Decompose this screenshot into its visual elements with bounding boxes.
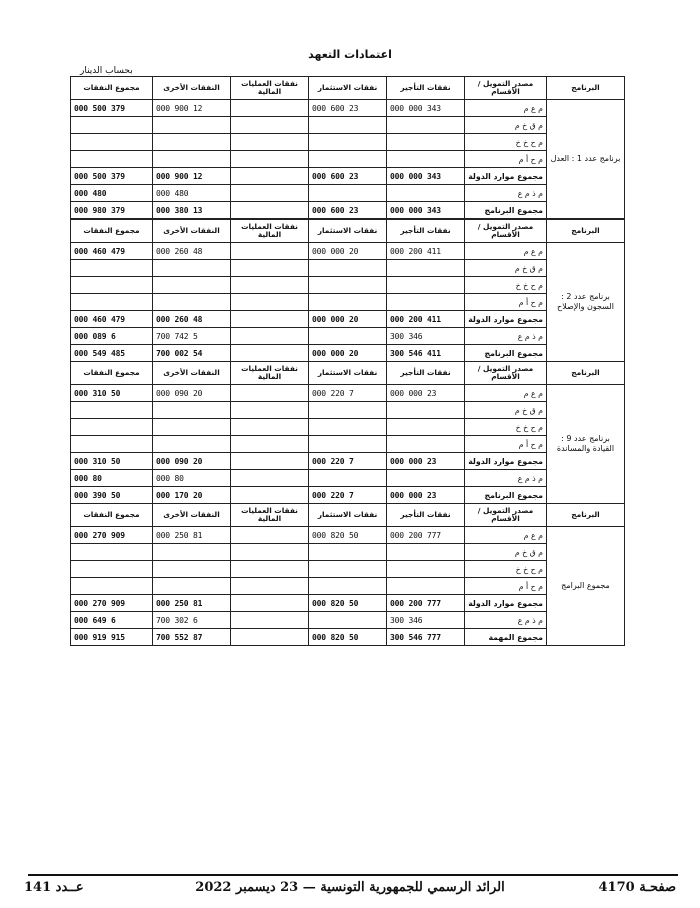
staff-cell (387, 578, 465, 595)
program-table (70, 219, 625, 362)
staff-cell (387, 419, 465, 436)
other-cell: 48 260 000 (153, 311, 231, 328)
other-cell (153, 578, 231, 595)
header-source: مصدر التمويل / الأقسام (465, 504, 547, 527)
total-cell (71, 277, 153, 294)
header-program: البرنامج (547, 220, 625, 243)
header-other: النفقات الأخرى (153, 77, 231, 100)
financial-cell (231, 151, 309, 168)
total-cell: 479 460 000 (71, 311, 153, 328)
investment-cell (309, 470, 387, 487)
funding-source: م ح أ م (465, 578, 547, 595)
investment-cell: 7 220 000 (309, 385, 387, 402)
program-table (70, 503, 625, 646)
investment-cell (309, 277, 387, 294)
investment-cell (309, 260, 387, 277)
table-header-row (71, 504, 625, 527)
total-cell (71, 578, 153, 595)
staff-cell: 411 546 300 (387, 345, 465, 362)
footer-page-number: صفحـة 4170 (598, 880, 676, 895)
staff-cell: 346 300 (387, 328, 465, 345)
financial-cell (231, 487, 309, 504)
funding-source: م ع م (465, 243, 547, 260)
header-total: مجموع النفقات (71, 77, 153, 100)
header-staff: نفقات التأجير (387, 504, 465, 527)
header-other: النفقات الأخرى (153, 220, 231, 243)
total-cell: 480 000 (71, 185, 153, 202)
footer-journal-title: الرائد الرسمي للجمهورية التونسية — 23 ديسمبر 2022 (195, 880, 505, 895)
staff-cell (387, 544, 465, 561)
total-cell: 909 270 000 (71, 595, 153, 612)
header-investment: نفقات الاستثمار (309, 362, 387, 385)
other-cell: 80 000 (153, 470, 231, 487)
funding-source: م ق خ م (465, 260, 547, 277)
header-other: النفقات الأخرى (153, 362, 231, 385)
table-row (71, 487, 625, 504)
table-row (71, 595, 625, 612)
financial-cell (231, 436, 309, 453)
total-cell: 479 460 000 (71, 243, 153, 260)
table-header-row (71, 362, 625, 385)
header-program: البرنامج (547, 362, 625, 385)
financial-cell (231, 134, 309, 151)
financial-cell (231, 527, 309, 544)
total-cell: 50 310 000 (71, 385, 153, 402)
header-source: مصدر التمويل / الأقسام (465, 220, 547, 243)
staff-cell (387, 561, 465, 578)
financial-cell (231, 345, 309, 362)
program-name: برنامج عدد 1 : العدل (547, 100, 625, 219)
table-row (71, 294, 625, 311)
staff-cell (387, 260, 465, 277)
other-cell (153, 151, 231, 168)
staff-cell: 343 000 000 (387, 202, 465, 219)
staff-cell: 777 200 000 (387, 527, 465, 544)
table-row (71, 151, 625, 168)
funding-source: مجموع موارد الدولة (465, 453, 547, 470)
header-financial: نفقات العمليات المالية (231, 77, 309, 100)
funding-source: م ح أ م (465, 294, 547, 311)
header-program: البرنامج (547, 504, 625, 527)
table-row (71, 345, 625, 362)
investment-cell: 20 000 000 (309, 243, 387, 260)
financial-cell (231, 612, 309, 629)
staff-cell: 343 000 000 (387, 168, 465, 185)
header-total: مجموع النفقات (71, 504, 153, 527)
funding-source: م ع م (465, 385, 547, 402)
investment-cell: 23 600 000 (309, 100, 387, 117)
table-row (71, 243, 625, 260)
total-cell (71, 117, 153, 134)
funding-source: م ح أ م (465, 151, 547, 168)
investment-cell: 50 820 000 (309, 595, 387, 612)
header-financial: نفقات العمليات المالية (231, 220, 309, 243)
funding-source: مجموع موارد الدولة (465, 595, 547, 612)
total-cell (71, 260, 153, 277)
financial-cell (231, 595, 309, 612)
total-cell (71, 134, 153, 151)
page-title: اعتمادات التعهد (308, 48, 392, 61)
other-cell: 48 260 000 (153, 243, 231, 260)
funding-source: م ذ م ع (465, 470, 547, 487)
header-total: مجموع النفقات (71, 362, 153, 385)
financial-cell (231, 311, 309, 328)
table-row (71, 260, 625, 277)
funding-source: م ح خ خ (465, 419, 547, 436)
financial-cell (231, 629, 309, 646)
funding-source: مجموع البرنامج (465, 487, 547, 504)
total-cell (71, 402, 153, 419)
funding-source: م ق خ م (465, 117, 547, 134)
footer-issue-number: عــدد 141 (24, 880, 84, 895)
funding-source: م ع م (465, 527, 547, 544)
header-total: مجموع النفقات (71, 220, 153, 243)
header-staff: نفقات التأجير (387, 220, 465, 243)
table-row (71, 578, 625, 595)
financial-cell (231, 168, 309, 185)
table-row (71, 117, 625, 134)
header-other: النفقات الأخرى (153, 504, 231, 527)
other-cell: 54 002 700 (153, 345, 231, 362)
financial-cell (231, 561, 309, 578)
other-cell: 20 170 000 (153, 487, 231, 504)
other-cell: 480 000 (153, 185, 231, 202)
staff-cell (387, 185, 465, 202)
table-row (71, 311, 625, 328)
other-cell (153, 419, 231, 436)
staff-cell: 23 000 000 (387, 487, 465, 504)
funding-source: م ذ م ع (465, 328, 547, 345)
total-cell: 80 000 (71, 470, 153, 487)
funding-source: مجموع البرنامج (465, 202, 547, 219)
unit-label: بحساب الدينار (80, 66, 133, 76)
header-program: البرنامج (547, 77, 625, 100)
financial-cell (231, 385, 309, 402)
investment-cell (309, 561, 387, 578)
funding-source: م ح خ خ (465, 134, 547, 151)
financial-cell (231, 117, 309, 134)
table-row (71, 185, 625, 202)
staff-cell (387, 117, 465, 134)
table-row (71, 527, 625, 544)
total-cell: 50 310 000 (71, 453, 153, 470)
investment-cell: 20 000 000 (309, 311, 387, 328)
table-row (71, 612, 625, 629)
other-cell (153, 544, 231, 561)
financial-cell (231, 202, 309, 219)
header-investment: نفقات الاستثمار (309, 504, 387, 527)
header-staff: نفقات التأجير (387, 77, 465, 100)
other-cell: 87 552 700 (153, 629, 231, 646)
staff-cell: 411 200 000 (387, 243, 465, 260)
other-cell (153, 402, 231, 419)
staff-cell: 411 200 000 (387, 311, 465, 328)
financial-cell (231, 294, 309, 311)
investment-cell: 23 600 000 (309, 202, 387, 219)
investment-cell: 7 220 000 (309, 487, 387, 504)
funding-source: م ذ م ع (465, 185, 547, 202)
investment-cell (309, 419, 387, 436)
other-cell: 12 900 000 (153, 168, 231, 185)
total-cell: 915 919 000 (71, 629, 153, 646)
other-cell: 81 250 000 (153, 527, 231, 544)
investment-cell: 7 220 000 (309, 453, 387, 470)
funding-source: مجموع البرنامج (465, 345, 547, 362)
financial-cell (231, 100, 309, 117)
table-row (71, 544, 625, 561)
table-row (71, 277, 625, 294)
header-investment: نفقات الاستثمار (309, 77, 387, 100)
program-name: مجموع البرامج (547, 527, 625, 646)
staff-cell: 777 200 000 (387, 595, 465, 612)
other-cell (153, 134, 231, 151)
table-row (71, 453, 625, 470)
table-row (71, 629, 625, 646)
table-row (71, 385, 625, 402)
total-cell: 50 390 000 (71, 487, 153, 504)
investment-cell: 20 000 000 (309, 345, 387, 362)
total-cell (71, 151, 153, 168)
financial-cell (231, 243, 309, 260)
staff-cell (387, 277, 465, 294)
total-cell (71, 561, 153, 578)
table-row (71, 168, 625, 185)
funding-source: م ذ م ع (465, 612, 547, 629)
total-cell (71, 544, 153, 561)
investment-cell (309, 185, 387, 202)
staff-cell: 777 546 300 (387, 629, 465, 646)
table-header-row (71, 220, 625, 243)
financial-cell (231, 470, 309, 487)
other-cell (153, 294, 231, 311)
financial-cell (231, 578, 309, 595)
program-name: برنامج عدد 9 : القيادة والمساندة (547, 385, 625, 504)
header-source: مصدر التمويل / الأقسام (465, 77, 547, 100)
investment-cell (309, 134, 387, 151)
staff-cell (387, 402, 465, 419)
other-cell (153, 277, 231, 294)
table-row (71, 561, 625, 578)
investment-cell (309, 328, 387, 345)
other-cell (153, 436, 231, 453)
header-financial: نفقات العمليات المالية (231, 504, 309, 527)
funding-source: م ح خ خ (465, 561, 547, 578)
program-table (70, 361, 625, 504)
other-cell (153, 117, 231, 134)
table-row (71, 100, 625, 117)
financial-cell (231, 328, 309, 345)
total-cell: 485 549 000 (71, 345, 153, 362)
table-row (71, 202, 625, 219)
financial-cell (231, 419, 309, 436)
other-cell: 20 090 000 (153, 385, 231, 402)
staff-cell: 23 000 000 (387, 453, 465, 470)
table-row (71, 419, 625, 436)
total-cell (71, 436, 153, 453)
staff-cell (387, 470, 465, 487)
other-cell: 81 250 000 (153, 595, 231, 612)
financial-cell (231, 453, 309, 470)
financial-cell (231, 544, 309, 561)
investment-cell (309, 544, 387, 561)
other-cell: 12 900 000 (153, 100, 231, 117)
funding-source: م ح أ م (465, 436, 547, 453)
other-cell (153, 260, 231, 277)
other-cell (153, 561, 231, 578)
total-cell: 379 980 000 (71, 202, 153, 219)
staff-cell (387, 134, 465, 151)
staff-cell (387, 436, 465, 453)
total-cell: 379 500 000 (71, 168, 153, 185)
funding-source: مجموع المهمة (465, 629, 547, 646)
other-cell: 20 090 000 (153, 453, 231, 470)
total-cell: 6 089 000 (71, 328, 153, 345)
total-cell: 909 270 000 (71, 527, 153, 544)
table-row (71, 470, 625, 487)
funding-source: م ق خ م (465, 544, 547, 561)
investment-cell (309, 612, 387, 629)
table-header-row (71, 77, 625, 100)
investment-cell (309, 117, 387, 134)
program-name: برنامج عدد 2 : السجون والإصلاح (547, 243, 625, 362)
table-row (71, 436, 625, 453)
total-cell (71, 419, 153, 436)
header-financial: نفقات العمليات المالية (231, 362, 309, 385)
header-source: مصدر التمويل / الأقسام (465, 362, 547, 385)
other-cell: 5 742 700 (153, 328, 231, 345)
header-investment: نفقات الاستثمار (309, 220, 387, 243)
program-table (70, 76, 625, 219)
investment-cell (309, 151, 387, 168)
total-cell: 379 500 000 (71, 100, 153, 117)
investment-cell: 23 600 000 (309, 168, 387, 185)
table-row (71, 402, 625, 419)
investment-cell (309, 436, 387, 453)
financial-cell (231, 402, 309, 419)
funding-source: مجموع موارد الدولة (465, 168, 547, 185)
table-row (71, 134, 625, 151)
footer-divider (28, 874, 678, 876)
investment-cell: 50 820 000 (309, 629, 387, 646)
investment-cell (309, 578, 387, 595)
staff-cell: 23 000 000 (387, 385, 465, 402)
header-staff: نفقات التأجير (387, 362, 465, 385)
table-row (71, 328, 625, 345)
other-cell: 6 302 700 (153, 612, 231, 629)
financial-cell (231, 260, 309, 277)
funding-source: م ق خ م (465, 402, 547, 419)
staff-cell: 346 300 (387, 612, 465, 629)
investment-cell (309, 402, 387, 419)
funding-source: مجموع موارد الدولة (465, 311, 547, 328)
funding-source: م ع م (465, 100, 547, 117)
staff-cell (387, 294, 465, 311)
total-cell (71, 294, 153, 311)
financial-cell (231, 185, 309, 202)
other-cell: 13 380 000 (153, 202, 231, 219)
investment-cell (309, 294, 387, 311)
investment-cell: 50 820 000 (309, 527, 387, 544)
total-cell: 6 649 000 (71, 612, 153, 629)
financial-cell (231, 277, 309, 294)
staff-cell: 343 000 000 (387, 100, 465, 117)
funding-source: م ح خ خ (465, 277, 547, 294)
staff-cell (387, 151, 465, 168)
